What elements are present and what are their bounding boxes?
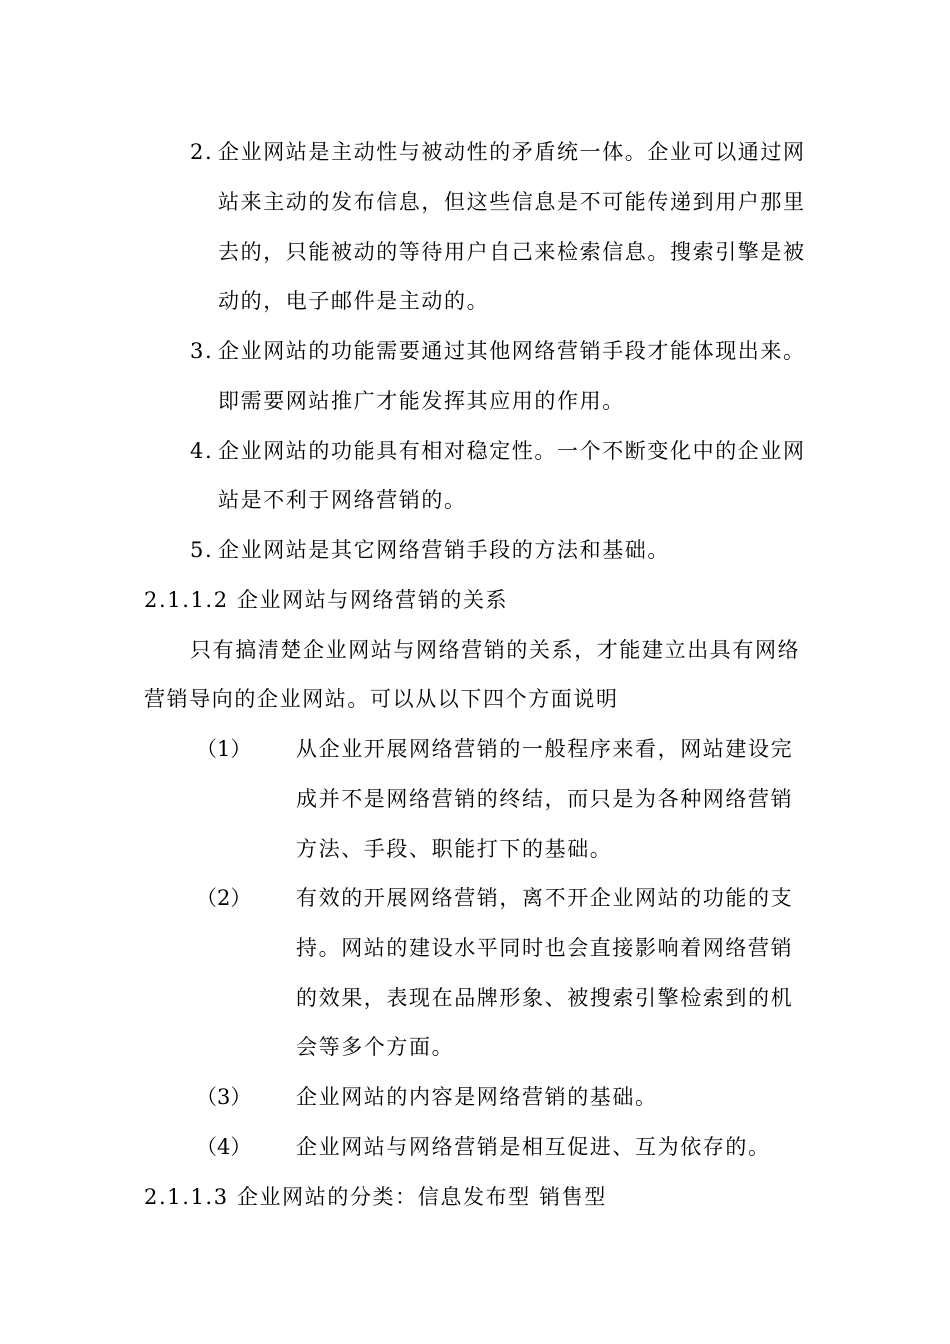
- list-item-text: 有效的开展网络营销，离不开企业网站的功能的支: [296, 886, 794, 910]
- list-item-number: （2）: [196, 886, 252, 910]
- list-item-text: 成并不是网络营销的终结，而只是为各种网络营销: [296, 787, 794, 811]
- list-item-text: 企业网站的功能需要通过其他网络营销手段才能体现出来。: [218, 339, 806, 363]
- list-item-text: 从企业开展网络营销的一般程序来看，网站建设完: [296, 737, 794, 761]
- list-item-text: 即需要网站推广才能发挥其应用的作用。: [218, 389, 625, 413]
- paragraph-line: 只有搞清楚企业网站与网络营销的关系，才能建立出具有网络: [190, 638, 801, 662]
- list-item-text: 站来主动的发布信息，但这些信息是不可能传递到用户那里: [218, 190, 806, 214]
- section-heading: 2.1.1.3 企业网站的分类：信息发布型 销售型: [144, 1185, 607, 1209]
- list-item-text: 企业网站是主动性与被动性的矛盾统一体。企业可以通过网: [218, 140, 806, 164]
- list-item-text: 会等多个方面。: [296, 1035, 455, 1059]
- list-item-number: 4.: [190, 439, 214, 463]
- list-item-text: 企业网站是其它网络营销手段的方法和基础。: [218, 538, 670, 562]
- list-item-number: （1）: [196, 737, 252, 761]
- list-item-text: 去的，只能被动的等待用户自己来检索信息。搜索引擎是被: [218, 240, 806, 264]
- list-item-number: （3）: [196, 1085, 252, 1109]
- list-item-text: 企业网站的内容是网络营销的基础。: [296, 1085, 658, 1109]
- list-item-text: 方法、手段、职能打下的基础。: [296, 837, 613, 861]
- list-item-number: 2.: [190, 140, 214, 164]
- list-item-number: 5.: [190, 538, 214, 562]
- list-item-text: 动的，电子邮件是主动的。: [218, 289, 490, 313]
- list-item-text: 企业网站与网络营销是相互促进、互为依存的。: [296, 1135, 771, 1159]
- list-item-text: 企业网站的功能具有相对稳定性。一个不断变化中的企业网: [218, 439, 806, 463]
- list-item-number: （4）: [196, 1135, 252, 1159]
- list-item-text: 站是不利于网络营销的。: [218, 488, 467, 512]
- section-heading: 2.1.1.2 企业网站与网络营销的关系: [144, 588, 509, 612]
- paragraph-line: 营销导向的企业网站。可以从以下四个方面说明: [144, 687, 619, 711]
- list-item-number: 3.: [190, 339, 214, 363]
- list-item-text: 持。网站的建设水平同时也会直接影响着网络营销: [296, 936, 794, 960]
- list-item-text: 的效果，表现在品牌形象、被搜索引擎检索到的机: [296, 986, 794, 1010]
